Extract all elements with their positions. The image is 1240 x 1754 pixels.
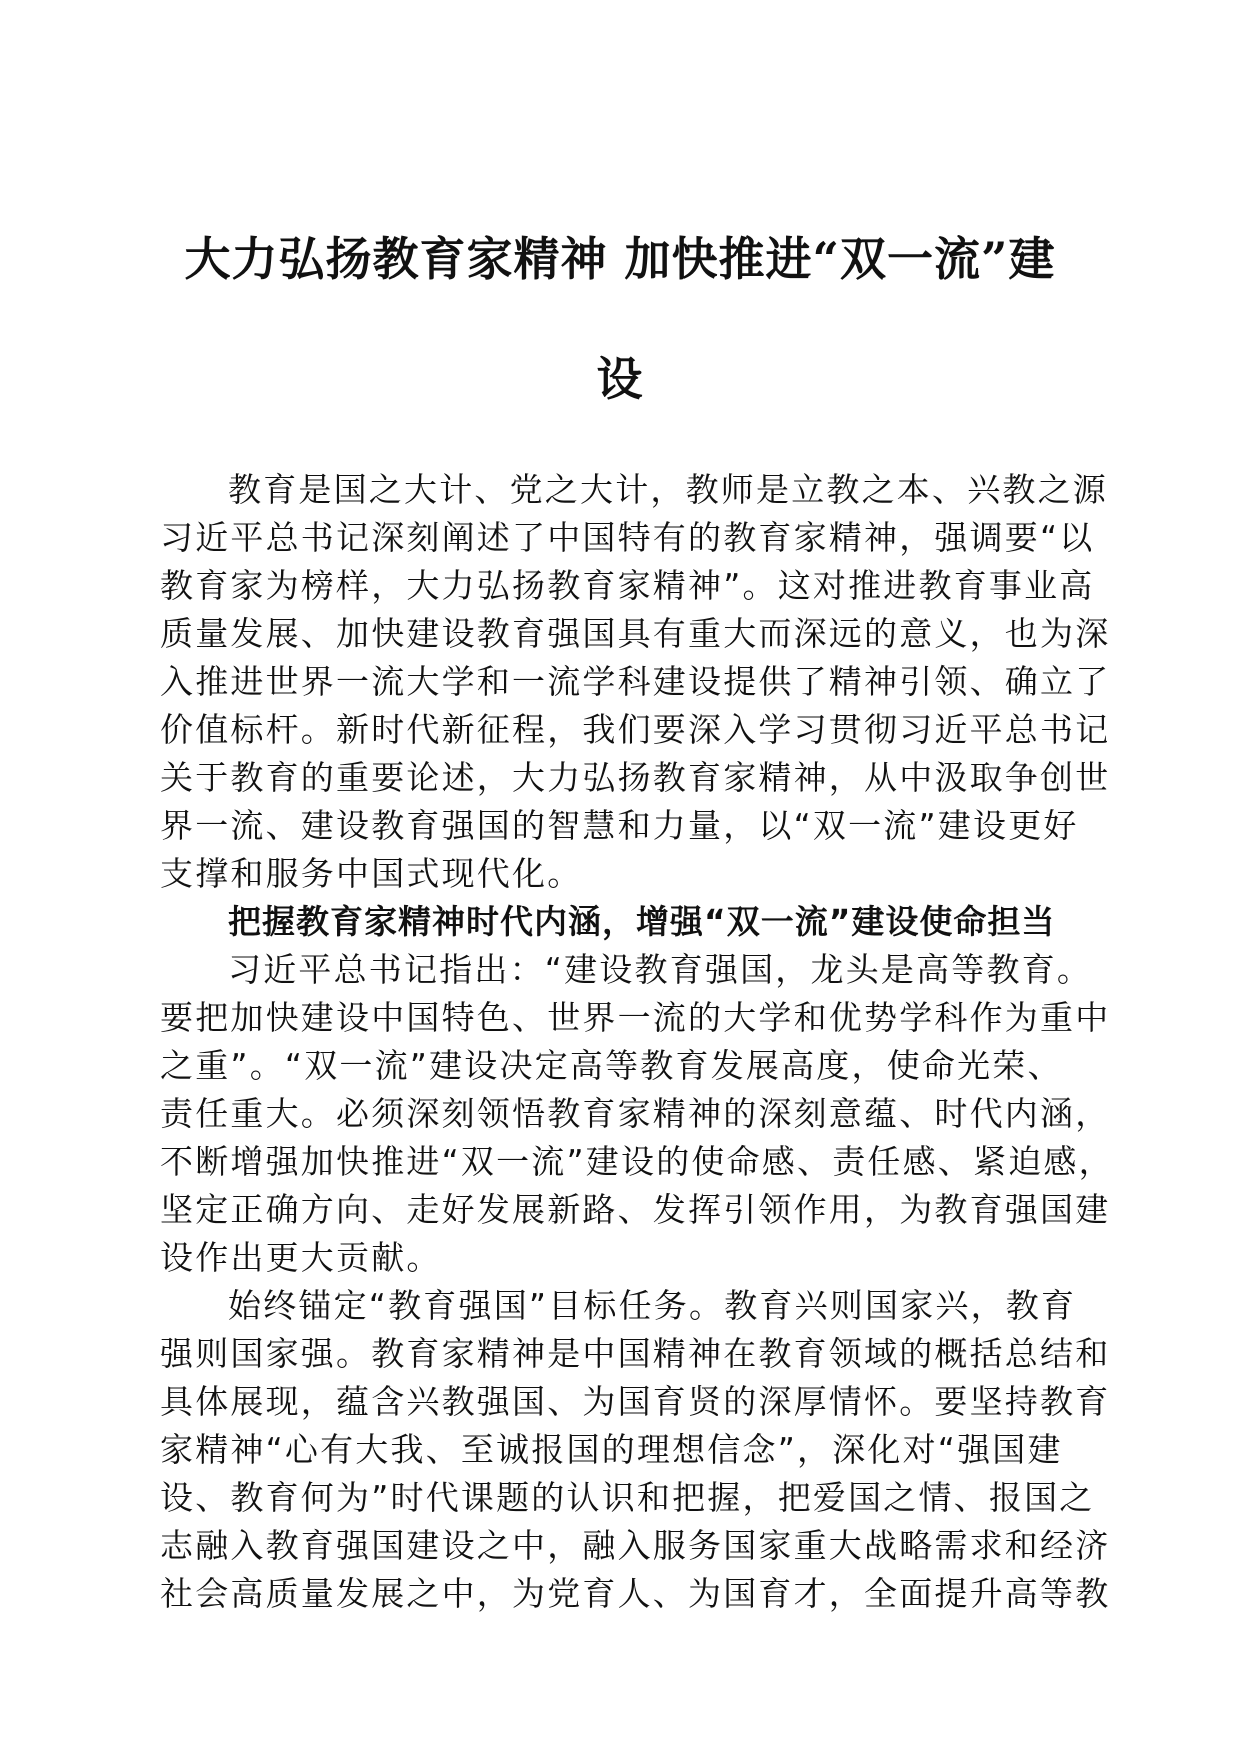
paragraph-line: 教育是国之大计、党之大计，教师是立教之本、兴教之源	[228, 470, 1108, 509]
paragraph-line: 家精神“心有大我、至诚报国的理想信念”，深化对“强国建	[160, 1430, 1063, 1469]
paragraph-line: 要把加快建设中国特色、世界一流的大学和优势学科作为重中	[160, 998, 1111, 1037]
paragraph-line: 界一流、建设教育强国的智慧和力量，以“双一流”建设更好	[160, 806, 1079, 845]
title-line-1: 大力弘扬教育家精神 加快推进“双一流”建	[184, 232, 1056, 286]
paragraph-line: 之重”。“双一流”建设决定高等教育发展高度，使命光荣、	[160, 1046, 1063, 1085]
paragraph-line: 坚定正确方向、走好发展新路、发挥引领作用，为教育强国建	[160, 1190, 1111, 1229]
paragraph-line: 强则国家强。教育家精神是中国精神在教育领域的概括总结和	[160, 1334, 1111, 1373]
paragraph-line: 社会高质量发展之中，为党育人、为国育才，全面提升高等教	[160, 1574, 1111, 1613]
paragraph-line: 始终锚定“教育强国”目标任务。教育兴则国家兴，教育	[228, 1286, 1077, 1325]
paragraph-line: 质量发展、加快建设教育强国具有重大而深远的意义，也为深	[160, 614, 1111, 653]
paragraph-line: 教育家为榜样，大力弘扬教育家精神”。这对推进教育事业高	[160, 566, 1095, 605]
paragraph-line: 关于教育的重要论述，大力弘扬教育家精神，从中汲取争创世	[160, 758, 1111, 797]
paragraph-line: 习近平总书记指出：“建设教育强国，龙头是高等教育。	[228, 950, 1093, 989]
paragraph-line: 习近平总书记深刻阐述了中国特有的教育家精神，强调要“以	[160, 518, 1095, 557]
paragraph-line: 入推进世界一流大学和一流学科建设提供了精神引领、确立了	[160, 662, 1111, 701]
paragraph-line: 设作出更大贡献。	[160, 1238, 442, 1277]
paragraph-line: 责任重大。必须深刻领悟教育家精神的深刻意蕴、时代内涵，	[160, 1094, 1111, 1133]
paragraph-line: 志融入教育强国建设之中，融入服务国家重大战略需求和经济	[160, 1526, 1111, 1565]
title-line-2: 设	[596, 352, 644, 406]
paragraph-line: 具体展现，蕴含兴教强国、为国育贤的深厚情怀。要坚持教育	[160, 1382, 1111, 1421]
section-heading: 把握教育家精神时代内涵，增强“双一流”建设使命担当	[228, 902, 1056, 941]
paragraph-line: 支撑和服务中国式现代化。	[160, 854, 583, 893]
paragraph-line: 设、教育何为”时代课题的认识和把握，把爱国之情、报国之	[160, 1478, 1095, 1517]
paragraph-line: 不断增强加快推进“双一流”建设的使命感、责任感、紧迫感，	[160, 1142, 1114, 1181]
paragraph-line: 价值标杆。新时代新征程，我们要深入学习贯彻习近平总书记	[160, 710, 1111, 749]
